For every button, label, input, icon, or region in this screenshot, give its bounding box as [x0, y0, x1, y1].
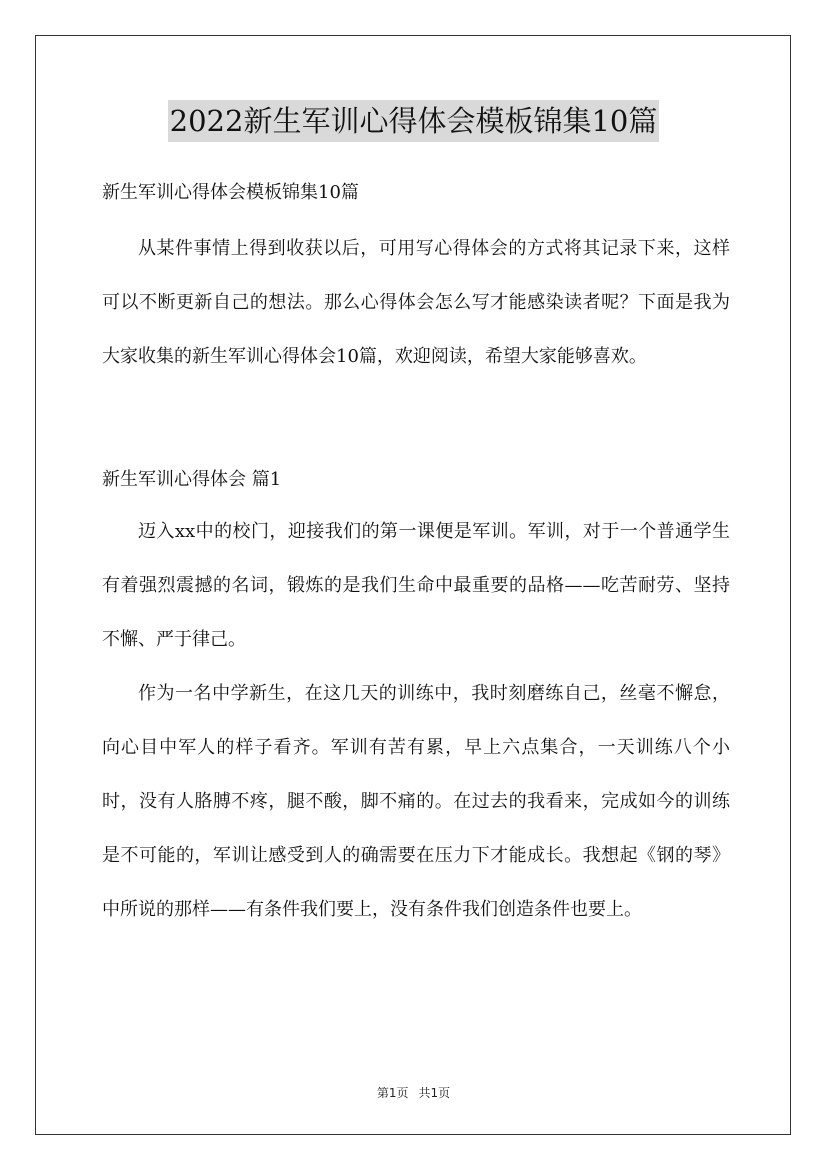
- section-heading: 新生军训心得体会 篇1: [102, 469, 282, 490]
- document-subtitle: 新生军训心得体会模板锦集10篇: [102, 182, 359, 203]
- document-title: 2022新生军训心得体会模板锦集10篇: [168, 100, 660, 142]
- title-container: [0, 100, 827, 142]
- page-footer: [0, 1083, 827, 1103]
- page-total: 共1页: [418, 1086, 451, 1100]
- page-number: 第1页: [376, 1086, 409, 1100]
- document-body: [102, 177, 730, 937]
- intro-paragraph: 从某件事情上得到收获以后，可用写心得体会的方式将其记录下来，这样可以不断更新自己的想法。那么心得体会怎么写才能感染读者呢？下面是我为大家收集的新生军训心得体会10篇，欢迎阅读，希望大家能够喜欢。: [102, 238, 730, 367]
- body-paragraph-1: 迈入xx中的校门，迎接我们的第一课便是军训。军训，对于一个普通学生有着强烈震撼的名词，锻炼的是我们生命中最重要的品格——吃苦耐劳、坚持不懈、严于律己。: [102, 521, 730, 650]
- body-paragraph-2: 作为一名中学新生，在这几天的训练中，我时刻磨练自己，丝毫不懈怠，向心目中军人的样子看齐。军训有苦有累，早上六点集合，一天训练八个小时，没有人胳膊不疼，腿不酸，脚不痛的。在过去的我看来，完成如今的训练是不可能的，军训让感受到人的确需要在压力下才能成长。我想起《钢的琴》中所说的那样——有条件我们要上，没有条件我们创造条件也要上。: [102, 683, 730, 920]
